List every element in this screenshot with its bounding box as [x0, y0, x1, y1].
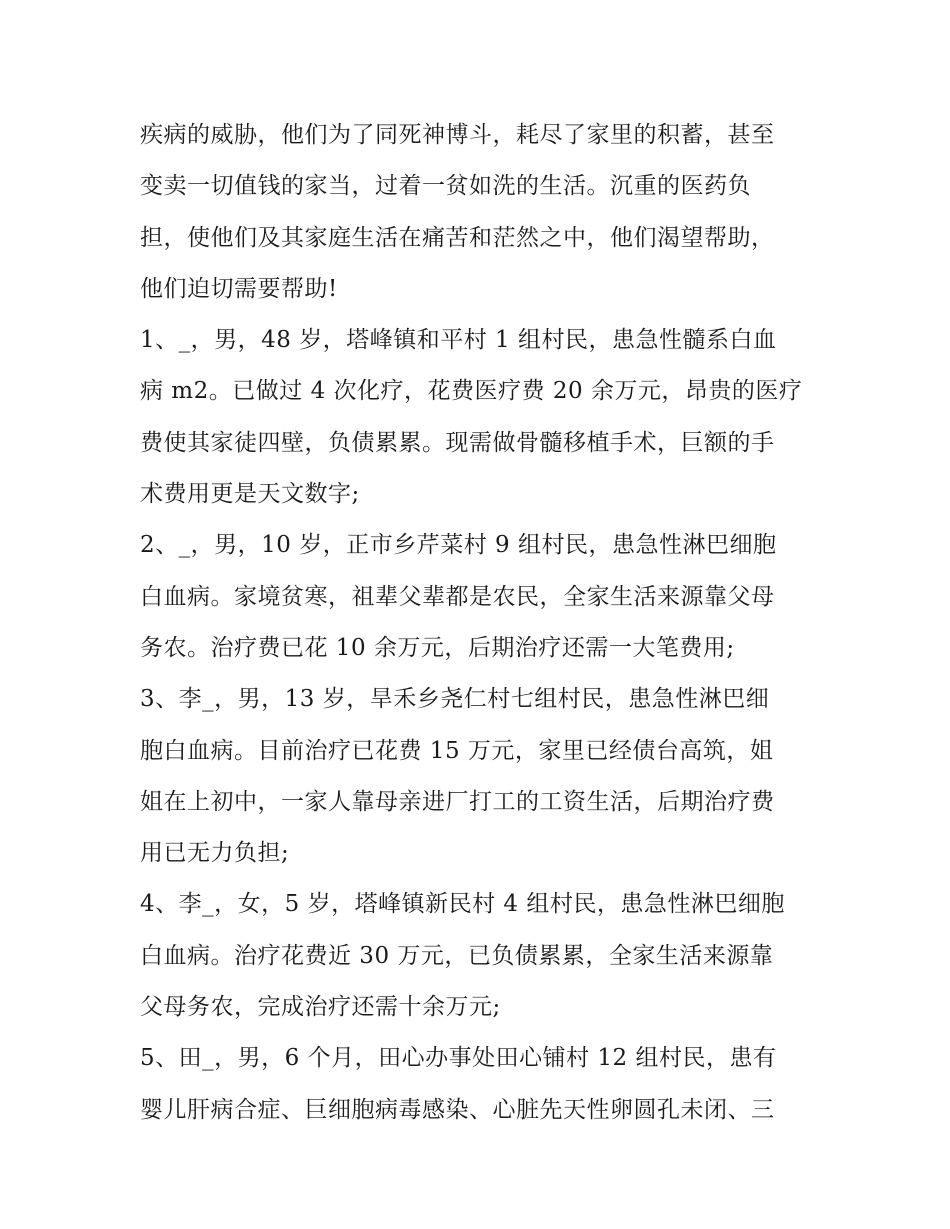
text-line: 婴儿肝病合症、巨细胞病毒感染、心脏先天性卵圆孔未闭、三 [140, 1096, 775, 1123]
text-line: 2、_，男，10 岁，正市乡芹菜村 9 组村民，患急性淋巴细胞 [140, 532, 777, 559]
text-line: 1、_，男，48 岁，塔峰镇和平村 1 组村民，患急性髓系白血 [140, 327, 777, 354]
text-line: 白血病。家境贫寒，祖辈父辈都是农民，全家生活来源靠父母 [140, 583, 775, 610]
text-line: 白血病。治疗花费近 30 万元，已负债累累，全家生活来源靠 [140, 942, 774, 969]
text-line: 胞白血病。目前治疗已花费 15 万元，家里已经债台高筑，姐 [140, 737, 774, 764]
text-line: 4、李_，女，5 岁，塔峰镇新民村 4 组村民，患急性淋巴细胞 [140, 891, 785, 918]
text-line: 他们迫切需要帮助! [140, 275, 338, 302]
text-line: 用已无力负担; [140, 840, 290, 867]
text-line: 3、李_，男，13 岁，旱禾乡尧仁村七组村民，患急性淋巴细 [140, 686, 770, 713]
text-line: 5、田_，男，6 个月，田心办事处田心铺村 12 组村民，患有 [140, 1045, 777, 1072]
text-line: 担，使他们及其家庭生活在痛苦和茫然之中，他们渴望帮助， [140, 224, 775, 251]
text-line: 务农。治疗费已花 10 余万元，后期治疗还需一大笔费用; [140, 634, 735, 661]
text-line: 疾病的威胁，他们为了同死神博斗，耗尽了家里的积蓄，甚至 [140, 122, 775, 148]
text-line: 病 m2。已做过 4 次化疗，花费医疗费 20 余万元，昂贵的医疗 [140, 378, 803, 405]
document-body [140, 110, 815, 1136]
text-line: 父母务农，完成治疗还需十余万元; [140, 994, 501, 1021]
text-line: 术费用更是天文数字; [140, 481, 360, 508]
text-line: 变卖一切值钱的家当，过着一贫如洗的生活。沉重的医药负 [140, 173, 751, 200]
text-line: 姐在上初中，一家人靠母亲进厂打工的工资生活，后期治疗费 [140, 788, 775, 815]
text-line: 费使其家徒四壁，负债累累。现需做骨髓移植手术，巨额的手 [140, 429, 775, 456]
